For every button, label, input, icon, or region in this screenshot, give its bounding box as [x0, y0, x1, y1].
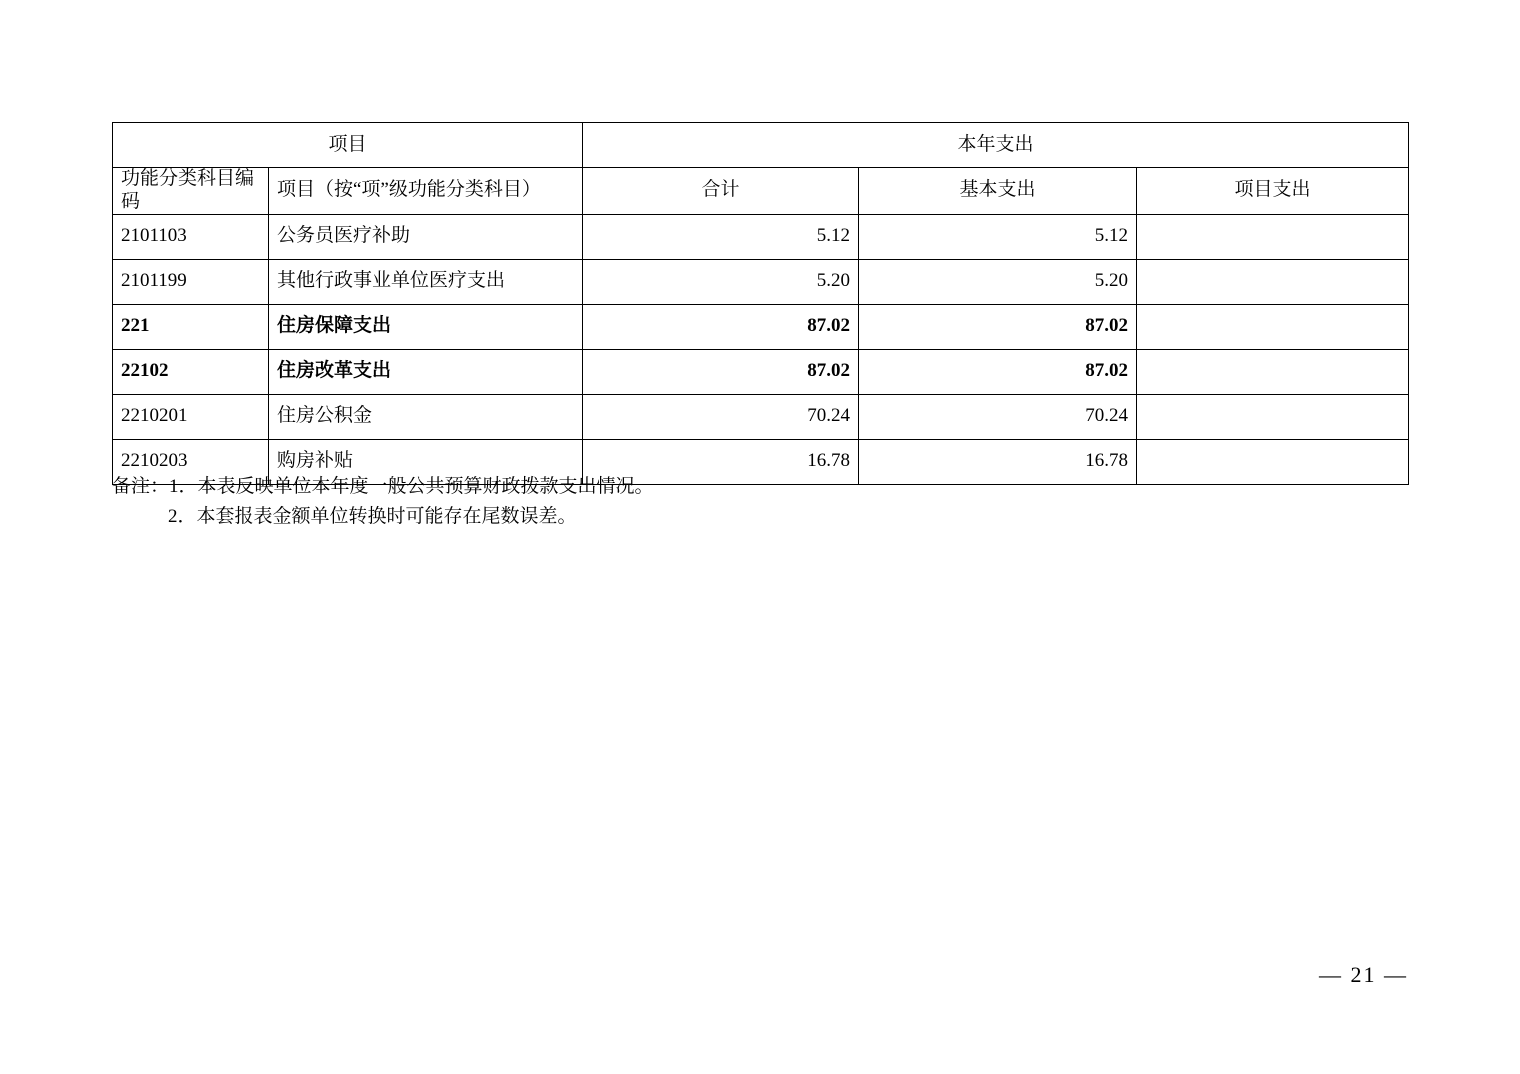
cell-project [1137, 259, 1409, 304]
table-header-row-columns [113, 168, 1409, 215]
cell-total: 70.24 [583, 394, 859, 439]
header-col-total: 合计 [583, 168, 859, 215]
cell-code: 22102 [113, 349, 269, 394]
cell-total: 87.02 [583, 304, 859, 349]
cell-project [1137, 394, 1409, 439]
header-col-name: 项目（按“项”级功能分类科目） [269, 168, 583, 215]
cell-project [1137, 304, 1409, 349]
cell-basic: 16.78 [859, 439, 1137, 484]
table-row [113, 304, 1409, 349]
table-header-row-top [113, 123, 1409, 168]
cell-code: 2210203 [113, 439, 269, 484]
note-line-1: 备注：1．本表反映单位本年度一般公共预算财政拨款支出情况。 [112, 476, 654, 497]
header-col-project: 项目支出 [1137, 168, 1409, 215]
cell-project [1137, 214, 1409, 259]
cell-basic: 5.12 [859, 214, 1137, 259]
page-number: — 21 — [1319, 962, 1408, 987]
cell-code: 2101199 [113, 259, 269, 304]
cell-name: 住房改革支出 [269, 349, 583, 394]
cell-name: 住房公积金 [269, 394, 583, 439]
budget-table-container [112, 122, 1408, 485]
cell-name: 住房保障支出 [269, 304, 583, 349]
cell-code: 2101103 [113, 214, 269, 259]
header-col-code: 功能分类科目编码 [113, 168, 269, 215]
cell-name: 公务员医疗补助 [269, 214, 583, 259]
cell-total: 5.12 [583, 214, 859, 259]
cell-basic: 70.24 [859, 394, 1137, 439]
header-item-group: 项目 [113, 123, 583, 168]
table-row [113, 349, 1409, 394]
note-line-2: 2．本套报表金额单位转换时可能存在尾数误差。 [168, 506, 577, 527]
cell-basic: 87.02 [859, 304, 1137, 349]
cell-total: 87.02 [583, 349, 859, 394]
cell-basic: 87.02 [859, 349, 1137, 394]
cell-total: 5.20 [583, 259, 859, 304]
cell-name: 购房补贴 [269, 439, 583, 484]
table-row [113, 394, 1409, 439]
header-col-basic: 基本支出 [859, 168, 1137, 215]
budget-table [112, 122, 1409, 485]
table-notes [112, 472, 654, 532]
cell-basic: 5.20 [859, 259, 1137, 304]
cell-project [1137, 349, 1409, 394]
cell-code: 2210201 [113, 394, 269, 439]
cell-project [1137, 439, 1409, 484]
header-expense-group: 本年支出 [583, 123, 1409, 168]
cell-name: 其他行政事业单位医疗支出 [269, 259, 583, 304]
cell-total: 16.78 [583, 439, 859, 484]
cell-code: 221 [113, 304, 269, 349]
table-row [113, 214, 1409, 259]
table-row [113, 259, 1409, 304]
